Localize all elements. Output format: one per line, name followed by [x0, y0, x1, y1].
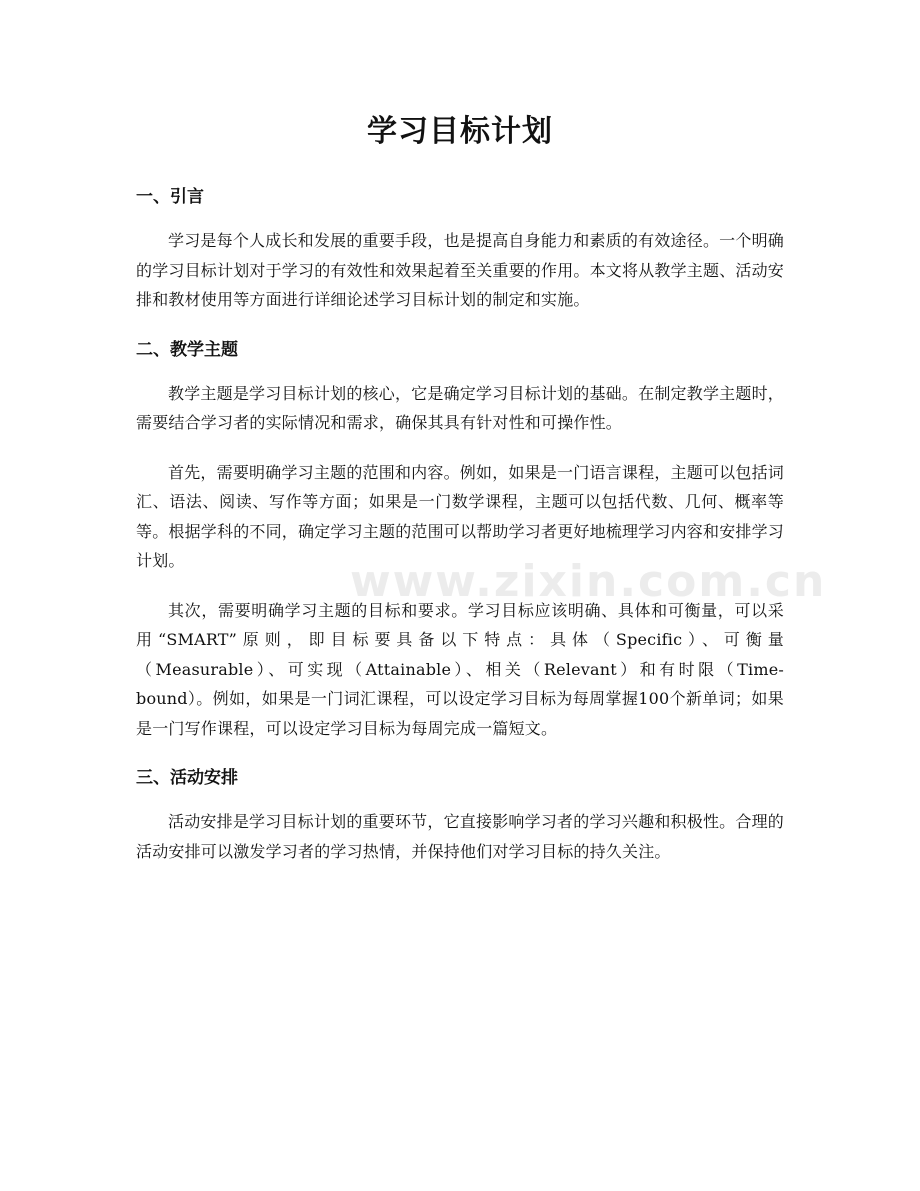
paragraph: 首先，需要明确学习主题的范围和内容。例如，如果是一门语言课程，主题可以包括词汇、语法、阅读、写作等方面；如果是一门数学课程，主题可以包括代数、几何、概率等等。根据学科的不同，确定学习主题的范围可以帮助学习者更好地梳理学习内容和安排学习计划。 [136, 462, 785, 570]
section-activity-arrangement [136, 763, 784, 866]
section-heading: 三、活动安排 [136, 768, 238, 788]
section-introduction [136, 182, 784, 315]
section-heading: 二、教学主题 [136, 339, 238, 360]
section-teaching-theme [136, 335, 784, 744]
paragraph: 其次，需要明确学习主题的目标和要求。学习目标应该明确、具体和可衡量，可以采用“SMART”原则，即目标要具备以下特点：具体（Specific）、可衡量（Measurable）、可实现（Attainable）、相关（Relevant）和有时限（Time-bound）。例如，如果是一门词汇课程，可以设定学习目标为每周掌握100个新单词；如果是一门写作课程，可以设定学习目标为每周完成一篇短文。 [136, 600, 784, 738]
document-title: 学习目标计划 [367, 114, 553, 149]
paragraph: 学习是每个人成长和发展的重要手段，也是提高自身能力和素质的有效途径。一个明确的学习目标计划对于学习的有效性和效果起着至关重要的作用。本文将从教学主题、活动安排和教材使用等方面进行详细论述学习目标计划的制定和实施。 [136, 231, 785, 309]
paragraph: 教学主题是学习目标计划的核心，它是确定学习目标计划的基础。在制定教学主题时，需要结合学习者的实际情况和需求，确保其具有针对性和可操作性。 [136, 383, 784, 432]
paragraph: 活动安排是学习目标计划的重要环节，它直接影响学习者的学习兴趣和积极性。合理的活动安排可以激发学习者的学习热情，并保持他们对学习目标的持久关注。 [136, 812, 784, 861]
watermark: www.zixin.com.cn [350, 556, 827, 607]
section-heading: 一、引言 [136, 187, 204, 207]
